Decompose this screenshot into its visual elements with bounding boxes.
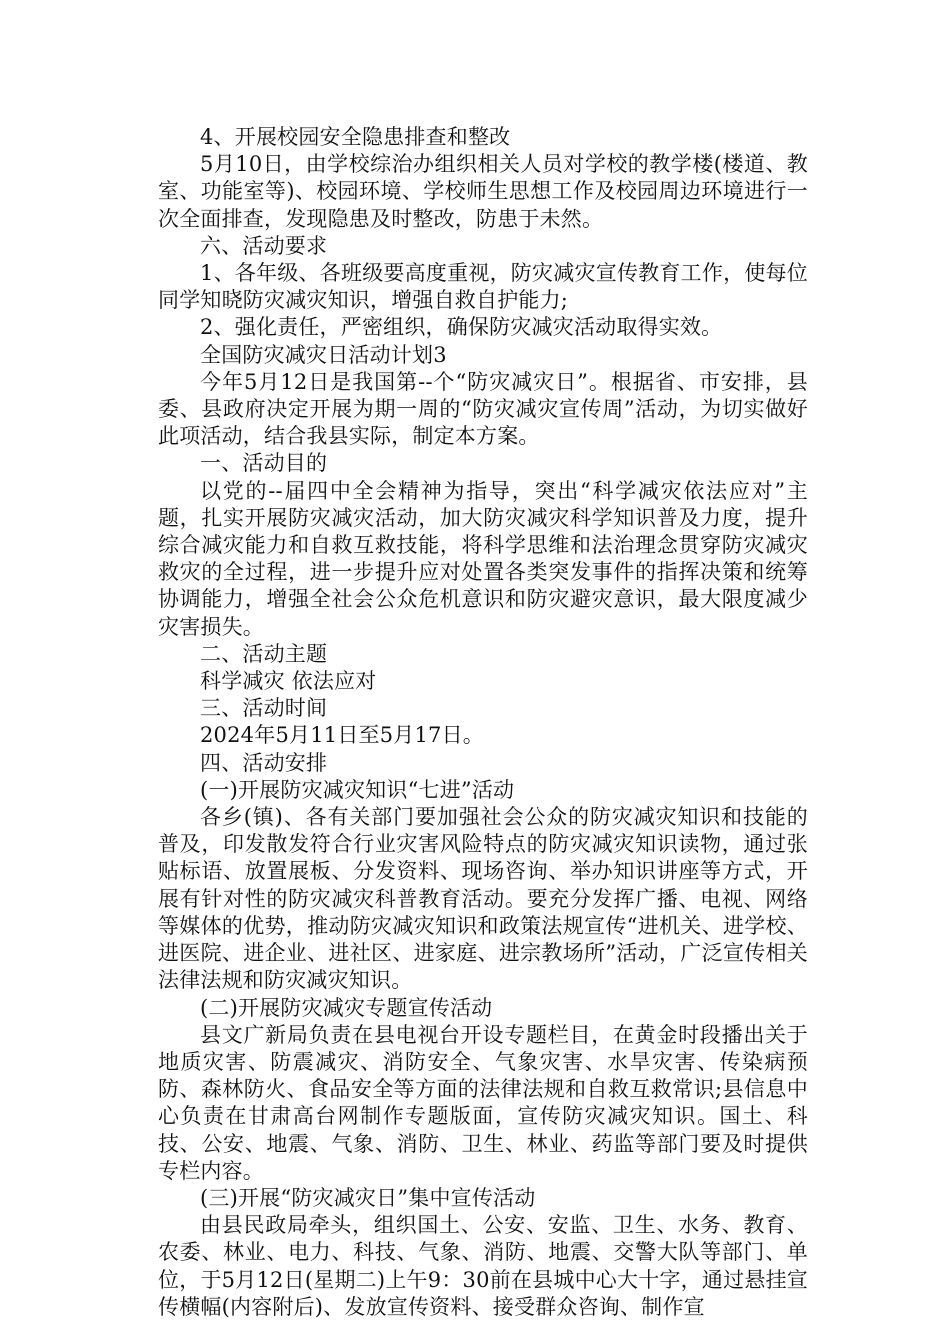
subsection-heading: (二)开展防灾减灾专题宣传活动 <box>200 995 493 1020</box>
section-heading: 四、活动安排 <box>200 750 328 775</box>
subsection-heading: (三)开展“防灾减灾日”集中宣传活动 <box>200 1185 536 1210</box>
paragraph: 1、各年级、各班级要高度重视，防灾减灾宣传教育工作，使每位同学知晓防灾减灾知识，增强自救自护能力; <box>158 261 808 313</box>
paragraph: 由县民政局牵头，组织国土、公安、安监、卫生、水务、教育、农委、林业、电力、科技、气象、消防、地震、交警大队等部门、单位，于5月12日(星期二)上午9：30前在县城中心大十字，通过悬挂宣传横幅(内容附后)、发放宣传资料、接受群众咨询、制作宣 <box>158 1213 808 1319</box>
section-heading: 4、开展校园安全隐患排查和整改 <box>200 125 511 149</box>
section-heading: 三、活动时间 <box>200 696 328 721</box>
section-heading: 六、活动要求 <box>200 233 328 258</box>
paragraph: 今年5月12日是我国第--个“防灾减灾日”。根据省、市安排，县委、县政府决定开展为期一周的“防灾减灾宣传周”活动，为切实做好此项活动，结合我县实际，制定本方案。 <box>158 369 808 449</box>
subsection-heading: (一)开展防灾减灾知识“七进”活动 <box>200 777 515 802</box>
document-title: 全国防灾减灾日活动计划3 <box>200 342 447 367</box>
paragraph: 以党的--届四中全会精神为指导，突出“科学减灾依法应对”主题，扎实开展防灾减灾活动，加大防灾减灾科学知识普及力度，提升综合减灾能力和自救互救技能，将科学思维和法治理念贯穿防灾减灾救灾的全过程，进一步提升应对处置各类突发事件的指挥决策和统筹协调能力，增强全社会公众危机意识和防灾避灾意识，最大限度减少灾害损失。 <box>158 478 808 639</box>
document-body <box>158 124 808 1321</box>
paragraph: 县文广新局负责在县电视台开设专题栏目，在黄金时段播出关于地质灾害、防震减灾、消防安全、气象灾害、水旱灾害、传染病预防、森林防火、食品安全等方面的法律法规和自救互救常识;县信息中心负责在甘肃高台网制作专题版面，宣传防灾减灾知识。国土、科技、公安、地震、气象、消防、卫生、林业、药监等部门要及时提供专栏内容。 <box>158 1022 808 1183</box>
paragraph: 2、强化责任，严密组织，确保防灾减灾活动取得实效。 <box>200 315 723 340</box>
paragraph: 2024年5月11日至5月17日。 <box>200 723 485 748</box>
paragraph: 5月10日，由学校综治办组织相关人员对学校的教学楼(楼道、教室、功能室等)、校园环境、学校师生思想工作及校园周边环境进行一次全面排查，发现隐患及时整改，防患于未然。 <box>158 152 808 231</box>
section-heading: 一、活动目的 <box>200 451 328 476</box>
paragraph: 科学减灾 依法应对 <box>200 669 377 694</box>
paragraph: 各乡(镇)、各有关部门要加强社会公众的防灾减灾知识和技能的普及，印发散发符合行业灾害风险特点的防灾减灾知识读物，通过张贴标语、放置展板、分发资料、现场咨询、举办知识讲座等方式，开展有针对性的防灾减灾科普教育活动。要充分发挥广播、电视、网络等媒体的优势，推动防灾减灾知识和政策法规宣传“进机关、进学校、进医院、进企业、进社区、进家庭、进宗教场所”活动，广泛宣传相关法律法规和防灾减灾知识。 <box>158 805 808 993</box>
section-heading: 二、活动主题 <box>200 641 328 666</box>
